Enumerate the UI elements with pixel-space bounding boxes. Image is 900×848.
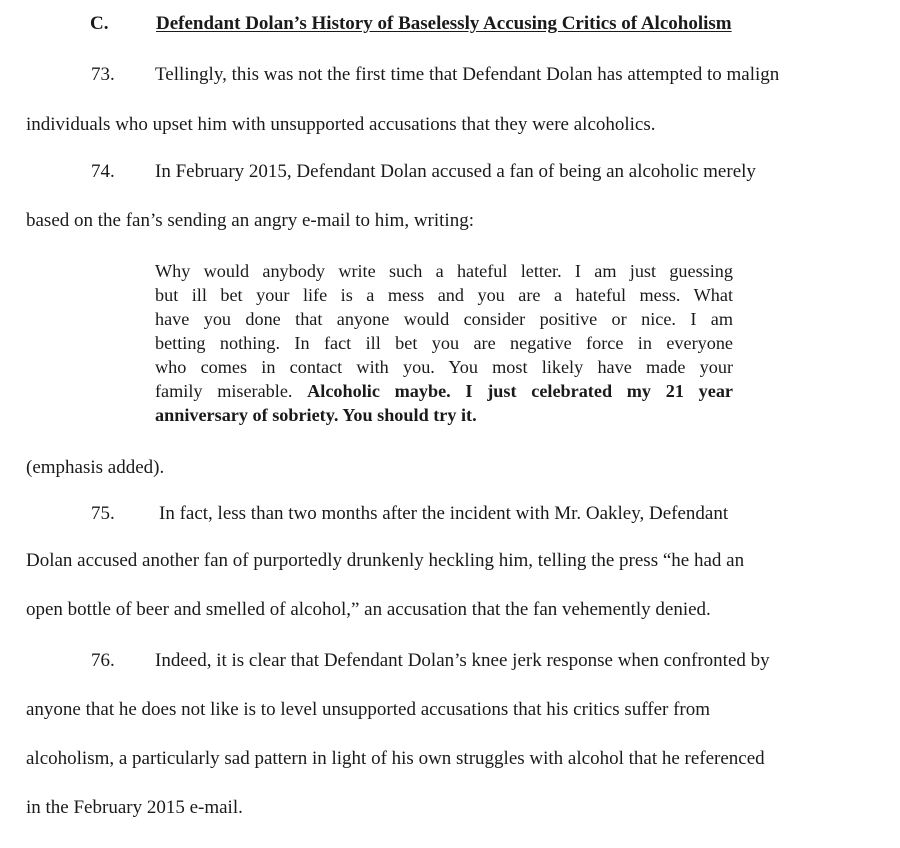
section-title: Defendant Dolan’s History of Baselessly Accusing Critics of Alcoholism [156, 13, 732, 34]
paragraph-73-line-1: 73. Tellingly, this was not the first time that Defendant Dolan has attempted to malign [91, 64, 780, 85]
paragraph-75-line-1: 75. In fact, less than two months after the incident with Mr. Oakley, Defendant [91, 503, 729, 524]
paragraph-76-line-2: anyone that he does not like is to level unsupported accusations that his critics suffer from [26, 699, 711, 720]
paragraph-75-line-3: open bottle of beer and smelled of alcohol,” an accusation that the fan vehemently denied. [26, 599, 711, 620]
block-quote [155, 259, 733, 427]
paragraph-74-line-2: based on the fan’s sending an angry e-mail to him, writing: [26, 210, 474, 231]
paragraph-number: 74. [91, 161, 115, 182]
quote-line: but ill bet your life is a mess and you are a hateful mess. What [155, 285, 733, 305]
quote-emphasis: anniversary of sobriety. You should try it. [155, 405, 477, 425]
paragraph-73-line-2: individuals who upset him with unsupported accusations that they were alcoholics. [26, 114, 656, 135]
quote-line: Why would anybody write such a hateful letter. I am just guessing [155, 261, 733, 281]
paragraph-number: 76. [91, 650, 115, 671]
quote-line: have you done that anyone would consider positive or nice. I am [155, 309, 733, 329]
section-heading [90, 13, 732, 35]
paragraph-number: 75. [91, 503, 115, 524]
quote-emphasis: Alcoholic maybe. I just celebrated my 21 year [307, 381, 733, 401]
paragraph-number: 73. [91, 64, 115, 85]
paragraph-76-line-1: 76. Indeed, it is clear that Defendant Dolan’s knee jerk response when confronted by [91, 650, 770, 671]
quote-line [155, 403, 733, 427]
section-letter: C. [90, 13, 109, 34]
quote-line: who comes in contact with you. You most likely have made your [155, 357, 733, 377]
paragraph-76-line-4: in the February 2015 e-mail. [26, 797, 243, 818]
emphasis-note: (emphasis added). [26, 457, 165, 478]
quote-line: betting nothing. In fact ill bet you are negative force in everyone [155, 333, 733, 353]
quote-line: family miserable. Alcoholic maybe. I just celebrated my 21 year [155, 381, 733, 401]
paragraph-75-line-2: Dolan accused another fan of purportedly drunkenly heckling him, telling the press “he had an [26, 550, 745, 571]
paragraph-74-line-1: 74. In February 2015, Defendant Dolan accused a fan of being an alcoholic merely [91, 161, 756, 182]
paragraph-76-line-3: alcoholism, a particularly sad pattern in light of his own struggles with alcohol that he referenced [26, 748, 765, 769]
